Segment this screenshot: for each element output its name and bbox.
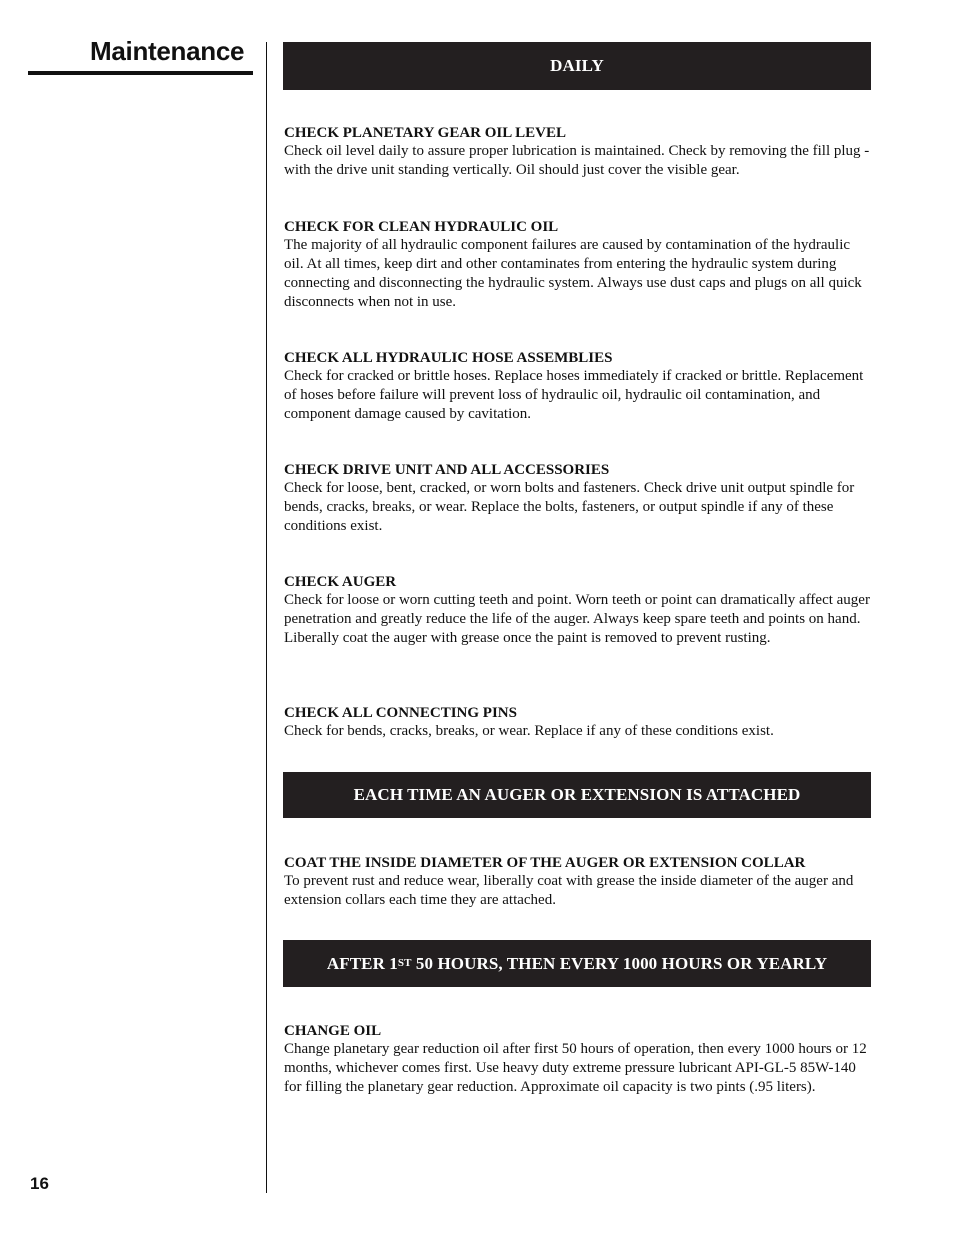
item-body: Check oil level daily to assure proper lubrication is maintained. Check by removing the fill plug - with the drive unit standing vertically. Oil should just cover the visible gear. [284,143,870,178]
item-heading: CHANGE OIL [284,1023,382,1039]
attach-banner: EACH TIME AN AUGER OR EXTENSION IS ATTACHED [283,772,871,818]
maintenance-item [284,1022,872,1097]
item-heading: CHECK PLANETARY GEAR OIL LEVEL [284,125,567,141]
yearly-banner [283,940,871,987]
page-title: Maintenance [90,36,245,66]
daily-banner: DAILY [283,42,871,90]
maintenance-item [284,349,872,424]
maintenance-item [284,704,872,741]
banner-superscript: ST [397,956,412,969]
maintenance-item [284,218,872,312]
item-body: Check for cracked or brittle hoses. Replace hoses immediately if cracked or brittle. Replacement of hoses before failure will prevent loss of hydraulic oil, hydraulic oil contamination, and component damage caused by cavitation. [284,368,864,422]
maintenance-item [284,854,872,910]
banner-text-suffix: 50 HOURS, THEN EVERY 1000 HOURS OR YEARLY [411,953,828,973]
maintenance-item [284,573,872,648]
item-body: Check for bends, cracks, breaks, or wear. Replace if any of these conditions exist. [284,723,774,739]
item-heading: CHECK AUGER [284,574,397,590]
maintenance-item [284,124,872,180]
item-heading: CHECK ALL CONNECTING PINS [284,705,517,721]
banner-text-prefix: AFTER 1 [326,953,398,973]
title-underline [28,71,253,75]
column-divider [266,42,267,1193]
item-body: The majority of all hydraulic component failures are caused by contamination of the hydraulic oil. At all times, keep dirt and other contaminates from entering the hydraulic system during connecting and disconnecting the hydraulic system. Always use dust caps and plugs on all quick disconnects when not in use. [284,237,862,310]
item-body: Change planetary gear reduction oil after first 50 hours of operation, then every 1000 hours or 12 months, whichever comes first. Use heavy duty extreme pressure lubricant API-GL-5 85W-140 for filling the planetary gear reduction. Approximate oil capacity is two pints (.95 liters). [284,1041,867,1095]
item-heading: CHECK ALL HYDRAULIC HOSE ASSEMBLIES [284,350,613,366]
item-body: To prevent rust and reduce wear, liberally coat with grease the inside diameter of the auger and extension collars each time they are attached. [284,873,854,908]
page-number: 16 [30,1174,49,1193]
item-heading: CHECK FOR CLEAN HYDRAULIC OIL [284,219,559,235]
item-body: Check for loose or worn cutting teeth and point. Worn teeth or point can dramatically affect auger penetration and greatly reduce the life of the auger. Always keep spare teeth and points on hand. Liberally coat the auger with grease once the paint is removed to prevent rusting. [284,592,870,646]
item-heading: COAT THE INSIDE DIAMETER OF THE AUGER OR EXTENSION COLLAR [284,855,806,871]
maintenance-item [284,461,872,536]
item-heading: CHECK DRIVE UNIT AND ALL ACCESSORIES [284,462,610,478]
item-body: Check for loose, bent, cracked, or worn bolts and fasteners. Check drive unit output spindle for bends, cracks, breaks, or wear. Replace the bolts, fasteners, or output spindle if any of these conditions exist. [284,480,855,534]
